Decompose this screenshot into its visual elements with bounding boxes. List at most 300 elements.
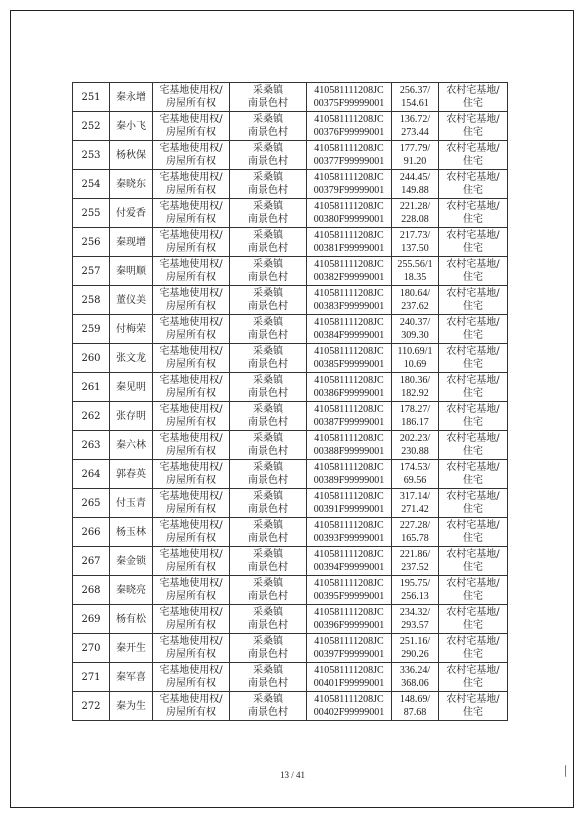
area-value-line: 230.88 (401, 446, 429, 457)
unit-code-line: 00382F99999001 (313, 272, 385, 283)
land-use-cell (439, 315, 508, 344)
right-type-line: 房屋所有权 (166, 214, 216, 225)
area-value-line: 255.56/1 (397, 259, 433, 270)
unit-code-line: 00380F99999001 (313, 214, 385, 225)
location-line: 采桑镇 (253, 201, 283, 212)
owner-name: 秦永增 (110, 83, 153, 112)
land-use-line: 农村宅基地/ (446, 694, 500, 705)
location-line: 南景色村 (248, 446, 288, 457)
registry-table-body (73, 83, 508, 721)
area-value-line: 202.23/ (399, 433, 431, 444)
unit-code-line: 410581111208JC (314, 143, 384, 154)
land-use-cell (439, 141, 508, 170)
area-value-line: 182.92 (401, 388, 429, 399)
area-value-line: 217.73/ (399, 230, 431, 241)
location-line: 采桑镇 (253, 607, 283, 618)
area-value-line: 273.44 (401, 127, 429, 138)
unit-code-cell (307, 663, 392, 692)
unit-code-line: 00376F99999001 (313, 127, 385, 138)
location-line: 南景色村 (248, 359, 288, 370)
unit-code-line: 410581111208JC (314, 346, 384, 357)
area-value-line: 110.69/1 (397, 346, 433, 357)
unit-code-cell (307, 460, 392, 489)
right-type-cell (153, 634, 230, 663)
unit-code-line: 00395F99999001 (313, 591, 385, 602)
right-type-line: 宅基地使用权/ (159, 201, 223, 212)
row-number: 269 (73, 605, 110, 634)
area-value-cell (392, 547, 439, 576)
location-cell (230, 199, 307, 228)
location-line: 采桑镇 (253, 375, 283, 386)
row-number: 258 (73, 286, 110, 315)
row-number: 270 (73, 634, 110, 663)
land-use-line: 住宅 (463, 388, 483, 399)
unit-code-line: 00401F99999001 (313, 678, 385, 689)
owner-name: 秦见明 (110, 373, 153, 402)
area-value-cell (392, 257, 439, 286)
land-use-line: 农村宅基地/ (446, 578, 500, 589)
area-value-line: 336.24/ (399, 665, 431, 676)
owner-name: 杨有松 (110, 605, 153, 634)
land-use-line: 住宅 (463, 243, 483, 254)
table-row (73, 634, 508, 663)
right-type-line: 房屋所有权 (166, 301, 216, 312)
area-value-cell (392, 141, 439, 170)
right-type-line: 房屋所有权 (166, 417, 216, 428)
location-line: 南景色村 (248, 301, 288, 312)
land-use-cell (439, 547, 508, 576)
land-use-line: 农村宅基地/ (446, 201, 500, 212)
row-number: 257 (73, 257, 110, 286)
unit-code-cell (307, 692, 392, 721)
area-value-line: 237.62 (401, 301, 429, 312)
owner-name: 董仪美 (110, 286, 153, 315)
location-line: 南景色村 (248, 504, 288, 515)
table-row (73, 663, 508, 692)
area-value-cell (392, 315, 439, 344)
table-row (73, 83, 508, 112)
land-use-line: 农村宅基地/ (446, 317, 500, 328)
land-use-line: 农村宅基地/ (446, 230, 500, 241)
right-type-cell (153, 315, 230, 344)
location-line: 南景色村 (248, 591, 288, 602)
owner-name: 付玉青 (110, 489, 153, 518)
unit-code-cell (307, 228, 392, 257)
row-number: 263 (73, 431, 110, 460)
unit-code-cell (307, 83, 392, 112)
scan-mark (565, 765, 568, 777)
land-use-line: 住宅 (463, 417, 483, 428)
area-value-line: 177.79/ (399, 143, 431, 154)
unit-code-line: 410581111208JC (314, 462, 384, 473)
table-row (73, 431, 508, 460)
area-value-line: 256.37/ (399, 85, 431, 96)
right-type-cell (153, 112, 230, 141)
area-value-cell (392, 286, 439, 315)
row-number: 254 (73, 170, 110, 199)
land-use-line: 农村宅基地/ (446, 375, 500, 386)
right-type-cell (153, 141, 230, 170)
area-value-cell (392, 518, 439, 547)
unit-code-line: 00385F99999001 (313, 359, 385, 370)
right-type-line: 宅基地使用权/ (159, 520, 223, 531)
area-value-line: 87.68 (403, 707, 427, 718)
row-number: 265 (73, 489, 110, 518)
land-use-line: 农村宅基地/ (446, 491, 500, 502)
right-type-line: 房屋所有权 (166, 156, 216, 167)
right-type-cell (153, 518, 230, 547)
area-value-line: 317.14/ (399, 491, 431, 502)
unit-code-line: 00397F99999001 (313, 649, 385, 660)
right-type-cell (153, 228, 230, 257)
location-cell (230, 431, 307, 460)
right-type-cell (153, 402, 230, 431)
table-row (73, 460, 508, 489)
row-number: 251 (73, 83, 110, 112)
area-value-line: 227.28/ (399, 520, 431, 531)
land-use-line: 住宅 (463, 359, 483, 370)
area-value-line: 228.08 (401, 214, 429, 225)
land-use-line: 农村宅基地/ (446, 404, 500, 415)
land-use-line: 住宅 (463, 330, 483, 341)
right-type-line: 宅基地使用权/ (159, 433, 223, 444)
unit-code-cell (307, 518, 392, 547)
unit-code-cell (307, 286, 392, 315)
owner-name: 秦金锁 (110, 547, 153, 576)
location-line: 采桑镇 (253, 404, 283, 415)
area-value-cell (392, 692, 439, 721)
location-line: 南景色村 (248, 649, 288, 660)
area-value-line: 290.26 (401, 649, 429, 660)
right-type-line: 房屋所有权 (166, 272, 216, 283)
land-use-line: 住宅 (463, 620, 483, 631)
unit-code-line: 410581111208JC (314, 433, 384, 444)
area-value-line: 293.57 (401, 620, 429, 631)
unit-code-cell (307, 170, 392, 199)
row-number: 266 (73, 518, 110, 547)
right-type-line: 房屋所有权 (166, 562, 216, 573)
unit-code-line: 00396F99999001 (313, 620, 385, 631)
land-use-line: 农村宅基地/ (446, 288, 500, 299)
location-line: 南景色村 (248, 98, 288, 109)
land-use-cell (439, 257, 508, 286)
area-value-cell (392, 489, 439, 518)
land-use-cell (439, 170, 508, 199)
owner-name: 付爱香 (110, 199, 153, 228)
row-number: 267 (73, 547, 110, 576)
right-type-line: 宅基地使用权/ (159, 317, 223, 328)
land-use-line: 农村宅基地/ (446, 172, 500, 183)
area-value-cell (392, 431, 439, 460)
location-line: 采桑镇 (253, 694, 283, 705)
owner-name: 张存明 (110, 402, 153, 431)
area-value-cell (392, 83, 439, 112)
owner-name: 秦六林 (110, 431, 153, 460)
land-use-line: 住宅 (463, 504, 483, 515)
area-value-cell (392, 460, 439, 489)
location-line: 采桑镇 (253, 491, 283, 502)
right-type-line: 房屋所有权 (166, 185, 216, 196)
area-value-cell (392, 199, 439, 228)
area-value-line: 180.36/ (399, 375, 431, 386)
area-value-cell (392, 112, 439, 141)
area-value-line: 309.30 (401, 330, 429, 341)
land-use-line: 住宅 (463, 214, 483, 225)
row-number: 253 (73, 141, 110, 170)
right-type-line: 房屋所有权 (166, 475, 216, 486)
area-value-cell (392, 228, 439, 257)
right-type-line: 宅基地使用权/ (159, 230, 223, 241)
unit-code-cell (307, 373, 392, 402)
right-type-line: 宅基地使用权/ (159, 375, 223, 386)
location-cell (230, 373, 307, 402)
right-type-line: 房屋所有权 (166, 533, 216, 544)
table-row (73, 547, 508, 576)
unit-code-line: 410581111208JC (314, 520, 384, 531)
unit-code-line: 00377F99999001 (313, 156, 385, 167)
unit-code-line: 410581111208JC (314, 230, 384, 241)
location-cell (230, 228, 307, 257)
table-row (73, 199, 508, 228)
right-type-line: 宅基地使用权/ (159, 549, 223, 560)
area-value-line: 136.72/ (399, 114, 431, 125)
unit-code-line: 00391F99999001 (313, 504, 385, 515)
right-type-cell (153, 576, 230, 605)
land-use-line: 住宅 (463, 156, 483, 167)
unit-code-cell (307, 634, 392, 663)
unit-code-cell (307, 344, 392, 373)
area-value-cell (392, 344, 439, 373)
area-value-line: 271.42 (401, 504, 429, 515)
row-number: 260 (73, 344, 110, 373)
land-use-cell (439, 576, 508, 605)
land-use-cell (439, 460, 508, 489)
unit-code-line: 410581111208JC (314, 288, 384, 299)
area-value-line: 256.13 (401, 591, 429, 602)
location-line: 南景色村 (248, 243, 288, 254)
location-line: 采桑镇 (253, 143, 283, 154)
right-type-cell (153, 460, 230, 489)
right-type-line: 宅基地使用权/ (159, 259, 223, 270)
right-type-cell (153, 431, 230, 460)
land-use-cell (439, 692, 508, 721)
area-value-line: 368.06 (401, 678, 429, 689)
row-number: 261 (73, 373, 110, 402)
location-cell (230, 663, 307, 692)
area-value-cell (392, 170, 439, 199)
area-value-cell (392, 605, 439, 634)
area-value-line: 69.56 (403, 475, 427, 486)
right-type-line: 房屋所有权 (166, 359, 216, 370)
unit-code-cell (307, 112, 392, 141)
area-value-line: 186.17 (401, 417, 429, 428)
location-line: 南景色村 (248, 156, 288, 167)
unit-code-cell (307, 489, 392, 518)
location-line: 采桑镇 (253, 433, 283, 444)
area-value-line: 221.86/ (399, 549, 431, 560)
row-number: 252 (73, 112, 110, 141)
registry-table (72, 82, 508, 721)
right-type-line: 房屋所有权 (166, 504, 216, 515)
right-type-line: 房屋所有权 (166, 591, 216, 602)
table-row (73, 228, 508, 257)
right-type-line: 房屋所有权 (166, 649, 216, 660)
table-row (73, 286, 508, 315)
location-line: 采桑镇 (253, 346, 283, 357)
row-number: 271 (73, 663, 110, 692)
location-cell (230, 170, 307, 199)
land-use-line: 住宅 (463, 707, 483, 718)
unit-code-line: 00388F99999001 (313, 446, 385, 457)
unit-code-line: 00379F99999001 (313, 185, 385, 196)
land-use-line: 农村宅基地/ (446, 259, 500, 270)
area-value-cell (392, 402, 439, 431)
right-type-cell (153, 83, 230, 112)
land-use-cell (439, 518, 508, 547)
location-cell (230, 634, 307, 663)
area-value-line: 148.69/ (399, 694, 431, 705)
unit-code-line: 410581111208JC (314, 607, 384, 618)
unit-code-line: 410581111208JC (314, 172, 384, 183)
owner-name: 秦开生 (110, 634, 153, 663)
location-cell (230, 257, 307, 286)
land-use-line: 住宅 (463, 301, 483, 312)
land-use-line: 农村宅基地/ (446, 549, 500, 560)
location-cell (230, 402, 307, 431)
right-type-line: 宅基地使用权/ (159, 462, 223, 473)
location-line: 采桑镇 (253, 665, 283, 676)
right-type-line: 宅基地使用权/ (159, 346, 223, 357)
location-line: 南景色村 (248, 620, 288, 631)
location-cell (230, 489, 307, 518)
land-use-line: 住宅 (463, 533, 483, 544)
page-number: 13 / 41 (279, 770, 305, 780)
right-type-line: 宅基地使用权/ (159, 288, 223, 299)
right-type-line: 宅基地使用权/ (159, 665, 223, 676)
right-type-line: 房屋所有权 (166, 446, 216, 457)
owner-name: 杨玉林 (110, 518, 153, 547)
location-line: 采桑镇 (253, 172, 283, 183)
right-type-line: 宅基地使用权/ (159, 607, 223, 618)
owner-name: 秦军喜 (110, 663, 153, 692)
land-use-line: 农村宅基地/ (446, 114, 500, 125)
table-row (73, 373, 508, 402)
location-line: 南景色村 (248, 127, 288, 138)
unit-code-cell (307, 199, 392, 228)
location-cell (230, 518, 307, 547)
right-type-line: 宅基地使用权/ (159, 694, 223, 705)
location-line: 采桑镇 (253, 114, 283, 125)
land-use-cell (439, 228, 508, 257)
right-type-line: 宅基地使用权/ (159, 172, 223, 183)
owner-name: 秦晓亮 (110, 576, 153, 605)
area-value-line: 178.27/ (399, 404, 431, 415)
location-line: 南景色村 (248, 707, 288, 718)
right-type-line: 房屋所有权 (166, 678, 216, 689)
land-use-cell (439, 431, 508, 460)
location-cell (230, 141, 307, 170)
right-type-line: 房屋所有权 (166, 388, 216, 399)
row-number: 264 (73, 460, 110, 489)
land-use-line: 农村宅基地/ (446, 462, 500, 473)
land-use-line: 住宅 (463, 98, 483, 109)
unit-code-cell (307, 605, 392, 634)
right-type-cell (153, 344, 230, 373)
land-use-cell (439, 112, 508, 141)
location-line: 采桑镇 (253, 288, 283, 299)
location-cell (230, 605, 307, 634)
area-value-cell (392, 373, 439, 402)
location-cell (230, 576, 307, 605)
land-use-cell (439, 83, 508, 112)
unit-code-line: 00383F99999001 (313, 301, 385, 312)
location-line: 采桑镇 (253, 636, 283, 647)
location-cell (230, 83, 307, 112)
location-line: 采桑镇 (253, 230, 283, 241)
location-cell (230, 112, 307, 141)
location-cell (230, 547, 307, 576)
unit-code-line: 410581111208JC (314, 259, 384, 270)
location-line: 采桑镇 (253, 520, 283, 531)
land-use-line: 农村宅基地/ (446, 346, 500, 357)
land-use-line: 农村宅基地/ (446, 85, 500, 96)
unit-code-line: 00402F99999001 (313, 707, 385, 718)
area-value-line: 234.32/ (399, 607, 431, 618)
location-line: 采桑镇 (253, 259, 283, 270)
unit-code-line: 00386F99999001 (313, 388, 385, 399)
unit-code-line: 00384F99999001 (313, 330, 385, 341)
unit-code-line: 00394F99999001 (313, 562, 385, 573)
location-cell (230, 315, 307, 344)
unit-code-line: 410581111208JC (314, 578, 384, 589)
unit-code-cell (307, 402, 392, 431)
unit-code-line: 00387F99999001 (313, 417, 385, 428)
area-value-line: 165.78 (401, 533, 429, 544)
area-value-line: 240.37/ (399, 317, 431, 328)
unit-code-line: 00393F99999001 (313, 533, 385, 544)
location-line: 南景色村 (248, 417, 288, 428)
unit-code-cell (307, 257, 392, 286)
table-row (73, 402, 508, 431)
unit-code-line: 00381F99999001 (313, 243, 385, 254)
owner-name: 杨秋保 (110, 141, 153, 170)
area-value-line: 174.53/ (399, 462, 431, 473)
unit-code-line: 410581111208JC (314, 317, 384, 328)
location-cell (230, 692, 307, 721)
table-row (73, 692, 508, 721)
land-use-cell (439, 402, 508, 431)
right-type-cell (153, 373, 230, 402)
land-use-line: 住宅 (463, 272, 483, 283)
table-row (73, 170, 508, 199)
right-type-line: 房屋所有权 (166, 243, 216, 254)
area-value-line: 221.28/ (399, 201, 431, 212)
unit-code-line: 410581111208JC (314, 665, 384, 676)
right-type-cell (153, 199, 230, 228)
row-number: 255 (73, 199, 110, 228)
table-row (73, 344, 508, 373)
land-use-line: 住宅 (463, 127, 483, 138)
unit-code-cell (307, 431, 392, 460)
land-use-line: 住宅 (463, 562, 483, 573)
table-row (73, 257, 508, 286)
land-use-line: 农村宅基地/ (446, 143, 500, 154)
land-use-cell (439, 663, 508, 692)
right-type-line: 房屋所有权 (166, 330, 216, 341)
right-type-cell (153, 170, 230, 199)
location-line: 南景色村 (248, 562, 288, 573)
owner-name: 郭春英 (110, 460, 153, 489)
